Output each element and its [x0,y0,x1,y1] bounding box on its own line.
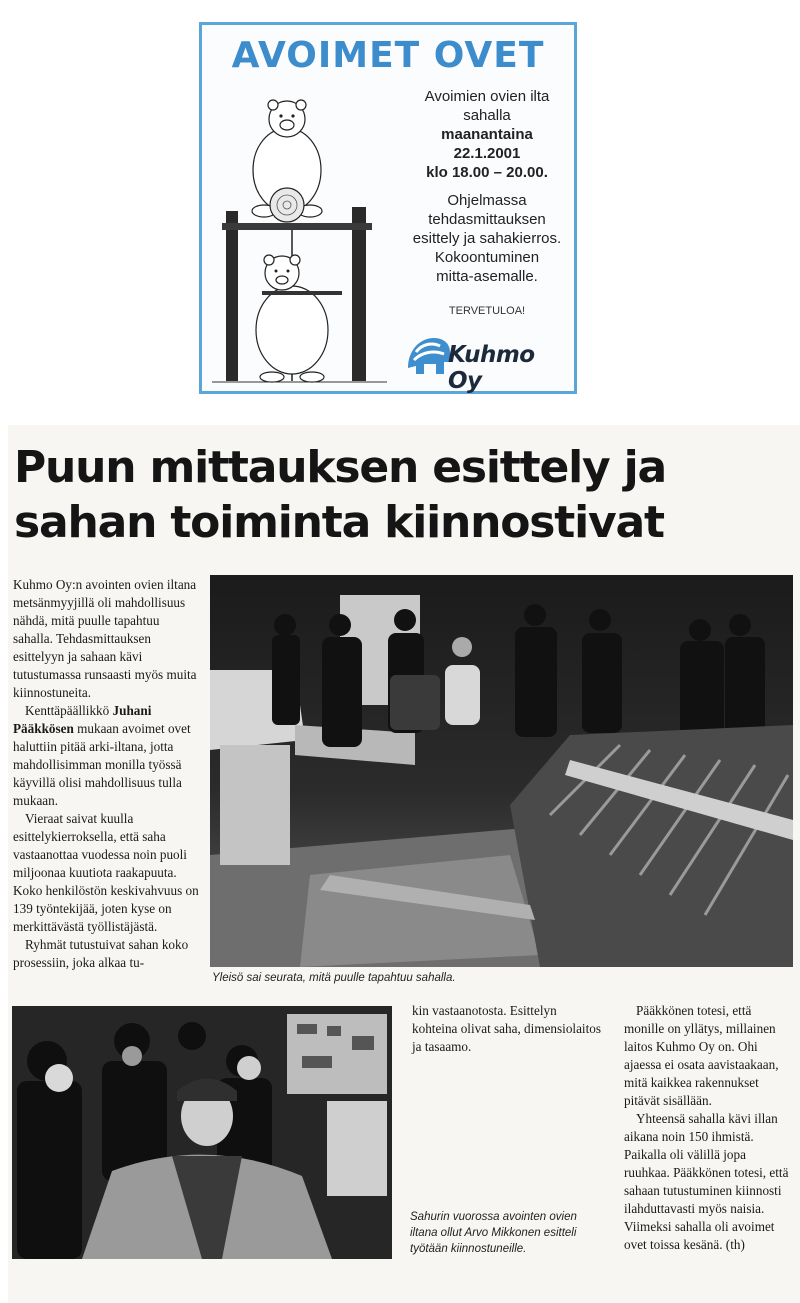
polar-bear-logo-icon [404,332,452,378]
article-headline [14,440,774,550]
ad-time: klo 18.00 – 20.00. [426,164,548,181]
paragraph [13,702,199,810]
article-column-3 [624,1002,794,1254]
article-column-2 [412,1002,602,1056]
ad-event-details [402,87,572,286]
sawyer-portrait-image [12,1006,392,1259]
ad-program-line: Ohjelmassa [447,192,527,209]
ad-line: sahalla [463,107,511,124]
advertisement [199,22,577,394]
person-name: Juhani Pääkkösen [13,703,152,736]
article-column-1 [13,576,199,972]
photo-caption: Yleisö sai seurata, mitä puulle tapahtuu sahalla. [212,972,456,984]
ad-date: 22.1.2001 [453,145,521,162]
ad-program-line: Kokoontuminen [434,249,540,266]
paragraph: kin vastaanotosta. Esittelyn kohteina olivat saha, dimensiolaitos ja tasaamo. [412,1003,601,1054]
photo-caption: Sahurin vuorossa avointen ovien iltana ollut Arvo Mikkonen esitteli työtään kiinnostuneille. [410,1211,577,1255]
company-logo [400,330,570,394]
sawyer-photo [12,1006,392,1259]
paragraph: Kuhmo Oy:n avointen ovien iltana metsänmyyjillä oli mahdollisuus nähdä, mitä puulle tapahtuu sahalla. Tehdasmittauksen esittelyyn ja sahaan kävi tutustumassa runsaasti myös muita kiinnostuneita. [13,577,197,700]
text: mukaan avoimet ovet haluttiin pitää arki-iltana, jotta mahdollisimman monilla työssä käyvillä olisi mahdollisuus tulla mukaan. [13,721,191,808]
ad-line: Avoimien ovien ilta [424,88,550,105]
ad-program-line: mitta-asemalle. [436,268,538,285]
headline-line: Puun mittauksen esittely ja [14,442,666,493]
bears-sawmill-illustration [212,95,387,385]
sawmill-scene-image [210,575,793,967]
text: Kenttäpäällikkö [25,703,113,718]
paragraph: Yhteensä sahalla kävi illan aikana noin 150 ihmistä. Paikalla oli välillä jopa ruuhkaa. Pääkkönen totesi, että sahaan tutustuminen kiinnosti ilahduttavasti myös naisia. Viimeksi sahalla oli avoimet ovet toissa kesänä. (th) [624,1111,789,1252]
ad-program-line: esittely ja sahakierros. [412,230,562,247]
ad-welcome: TERVETULOA! [448,305,526,317]
paragraph: Ryhmät tutustuivat sahan koko prosessiin, joka alkaa tu- [13,937,189,970]
ad-title: AVOIMET OVET [231,35,545,76]
headline-line: sahan toiminta kiinnostivat [14,497,664,548]
paragraph: Vieraat saivat kuulla esittelykierroksella, että saha vastaanottaa vuodessa noin puoli miljoonaa kuutiota raakapuuta. Koko henkilöstön keskivahvuus on 139 työntekijää, joten kyse on merkittävästä työllistäjästä. [13,811,199,934]
sawmill-visitors-photo [210,575,793,967]
ad-program-line: tehdasmittauksen [428,211,546,228]
ad-day: maanantaina [441,126,533,143]
company-name: Kuhmo Oy [448,342,535,394]
paragraph: Pääkkönen totesi, että monille on yllätys, millainen laitos Kuhmo Oy on. Ohi ajaessa ei osata aavistaakaan, mitä kaikkea rakennukset pitävät sisällään. [624,1003,779,1108]
